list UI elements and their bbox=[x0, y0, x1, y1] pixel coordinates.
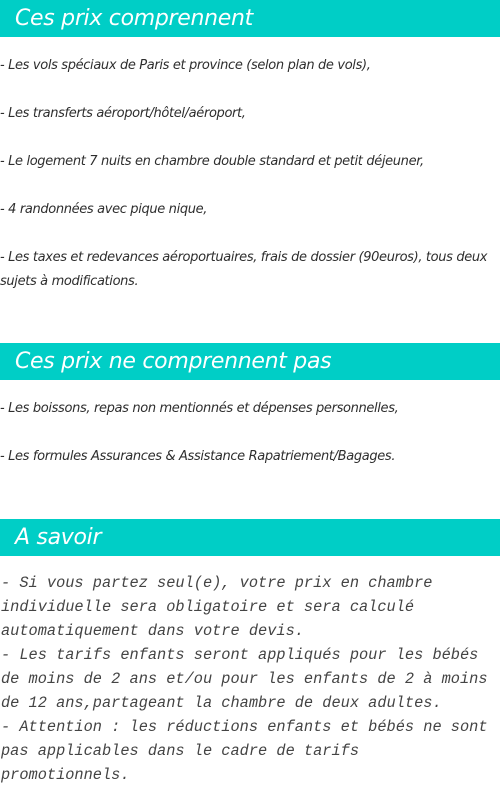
included-item: - 4 randonnées avec pique nique, bbox=[0, 202, 208, 217]
excluded-item: - Les boissons, repas non mentionnés et dépenses personnelles, bbox=[0, 401, 399, 416]
excluded-section-title: Ces prix ne comprennent pas bbox=[0, 343, 500, 380]
info-note: - Si vous partez seul(e), votre prix en chambre individuelle sera obligatoire et sera calculé automatiquement dans votre devis. bbox=[1, 574, 433, 640]
included-section-title: Ces prix comprennent bbox=[0, 0, 500, 37]
included-item: - Le logement 7 nuits en chambre double standard et petit déjeuner, bbox=[0, 154, 424, 169]
excluded-item: - Les formules Assurances & Assistance Rapatriement/Bagages. bbox=[0, 449, 396, 464]
info-note: - Les tarifs enfants seront appliqués pour les bébés de moins de 2 ans et/ou pour les enfants de 2 à moins de 12 ans,partageant la chambre de deux adultes. bbox=[1, 646, 488, 712]
info-section-title: A savoir bbox=[0, 519, 500, 556]
info-notes bbox=[1, 571, 493, 787]
included-item: - Les vols spéciaux de Paris et province (selon plan de vols), bbox=[0, 58, 371, 73]
included-item: - Les taxes et redevances aéroportuaires, frais de dossier (90euros), tous deux sujets à modifications. bbox=[0, 250, 488, 289]
info-note: - Attention : les réductions enfants et bébés ne sont pas applicables dans le cadre de tarifs promotionnels. bbox=[1, 718, 488, 784]
included-item: - Les transferts aéroport/hôtel/aéroport, bbox=[0, 106, 246, 121]
